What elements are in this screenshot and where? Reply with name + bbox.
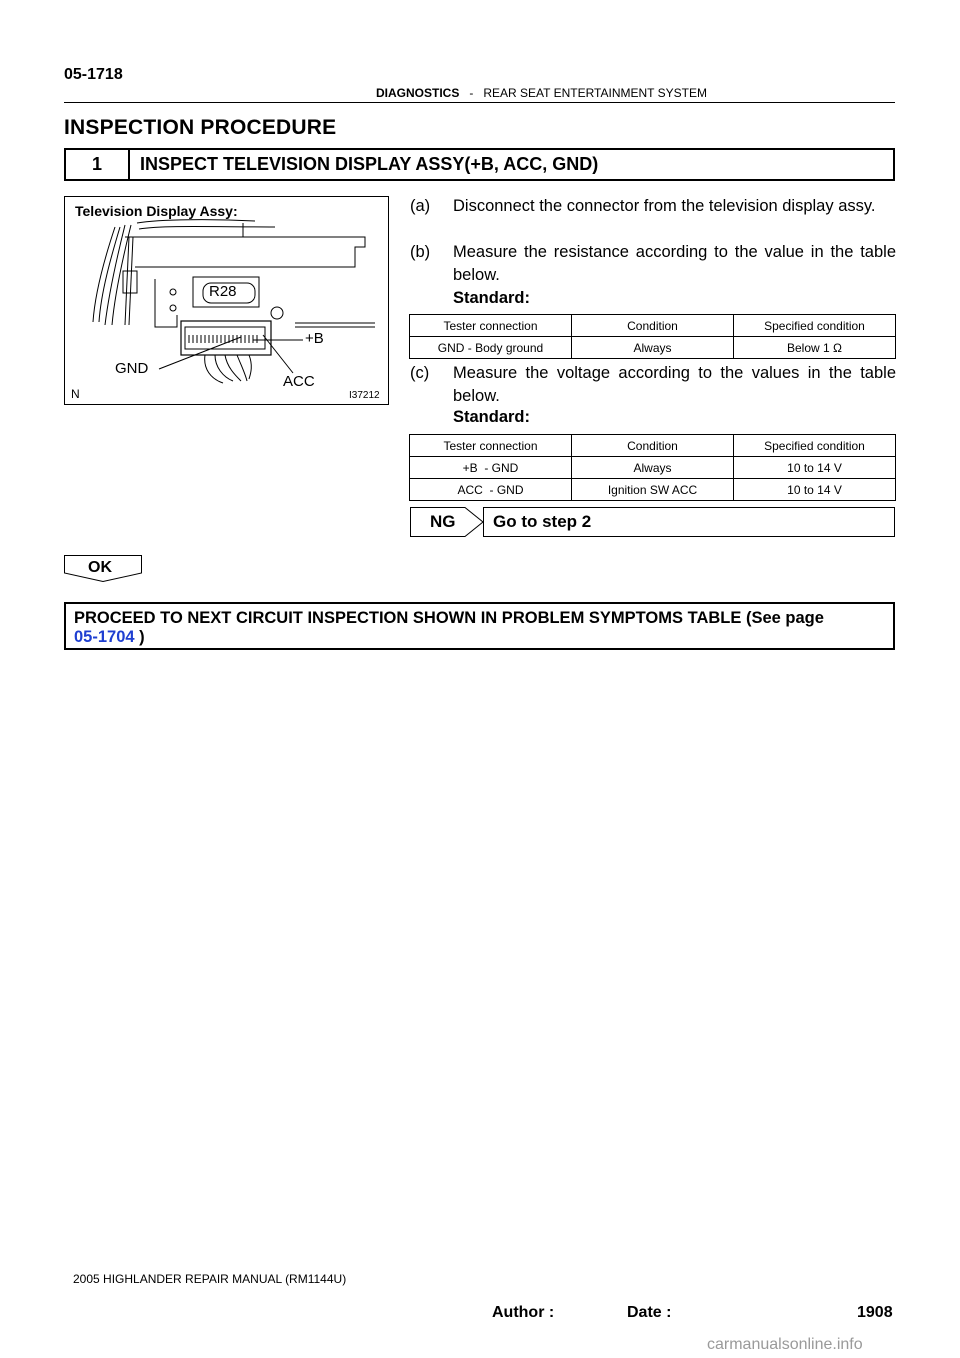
table-cell: ACC - GND [410,479,572,501]
instruction-c [410,362,896,408]
table-header-cell: Specified condition [734,435,896,457]
figure-corner-mark: N [71,387,80,401]
voltage-table [409,434,896,501]
proceed-text: PROCEED TO NEXT CIRCUIT INSPECTION SHOWN IN PROBLEM SYMPTOMS TABLE (See page [74,609,824,627]
table-cell: 10 to 14 V [734,457,896,479]
author-label: Author : [492,1304,555,1321]
table-header-row [410,435,896,457]
terminal-label-b: +B [305,330,324,347]
instruction-a-label: (a) [410,197,431,215]
standard-label-1: Standard: [453,289,531,307]
page-code: 05-1718 [64,66,123,83]
ok-arrow-badge [64,555,142,582]
table-cell: +B - GND [410,457,572,479]
connector-figure [64,196,389,405]
instruction-b-text: Measure the resistance according to the value in the table below. [453,243,896,284]
page-number: 1908 [857,1304,893,1321]
ng-arrow-badge [410,507,490,537]
table-header-cell: Tester connection [410,435,572,457]
table-row [410,337,896,359]
table-header-cell: Condition [572,435,734,457]
connector-illustration [65,197,390,406]
proceed-box [64,602,895,650]
header-divider [64,102,895,103]
step-title: INSPECT TELEVISION DISPLAY ASSY(+B, ACC, GND) [140,154,599,174]
instruction-c-text: Measure the voltage according to the values in the table below. [453,364,896,405]
table-header-cell: Tester connection [410,315,572,337]
step-header [64,148,895,181]
instruction-a-text: Disconnect the connector from the television display assy. [453,197,876,215]
table-row [410,457,896,479]
page-title: INSPECTION PROCEDURE [64,116,337,139]
ng-action-box[interactable]: Go to step 2 [483,507,895,537]
instruction-a [410,195,896,218]
ok-label: OK [88,559,112,576]
table-cell: GND - Body ground [410,337,572,359]
instruction-b [410,241,896,287]
table-header-row [410,315,896,337]
ng-label: NG [430,512,456,531]
section-separator: - [469,86,474,100]
table-header-cell: Specified condition [734,315,896,337]
table-cell: Ignition SW ACC [572,479,734,501]
page-reference-link[interactable]: 05-1704 [74,628,135,646]
terminal-label-acc: ACC [283,373,315,390]
resistance-table [409,314,896,359]
terminal-label-gnd: GND [115,360,149,377]
connector-code: R28 [209,283,237,300]
step-number: 1 [66,150,130,179]
instruction-b-label: (b) [410,243,431,261]
table-cell: Below 1 Ω [734,337,896,359]
figure-title: Television Display Assy: [75,203,238,219]
figure-id: I37212 [349,390,380,401]
table-header-cell: Condition [572,315,734,337]
date-label: Date : [627,1304,672,1321]
section-name: DIAGNOSTICS [376,86,460,100]
standard-label-2: Standard: [453,408,531,426]
manual-title: 2005 HIGHLANDER REPAIR MANUAL (RM1144U) [73,1272,347,1286]
proceed-close: ) [134,628,145,646]
watermark: carmanualsonline.info [707,1336,863,1353]
instruction-c-label: (c) [410,364,430,382]
subsection-name: REAR SEAT ENTERTAINMENT SYSTEM [483,86,707,100]
section-breadcrumb [376,86,707,100]
table-row [410,479,896,501]
table-cell: 10 to 14 V [734,479,896,501]
table-cell: Always [572,337,734,359]
table-cell: Always [572,457,734,479]
